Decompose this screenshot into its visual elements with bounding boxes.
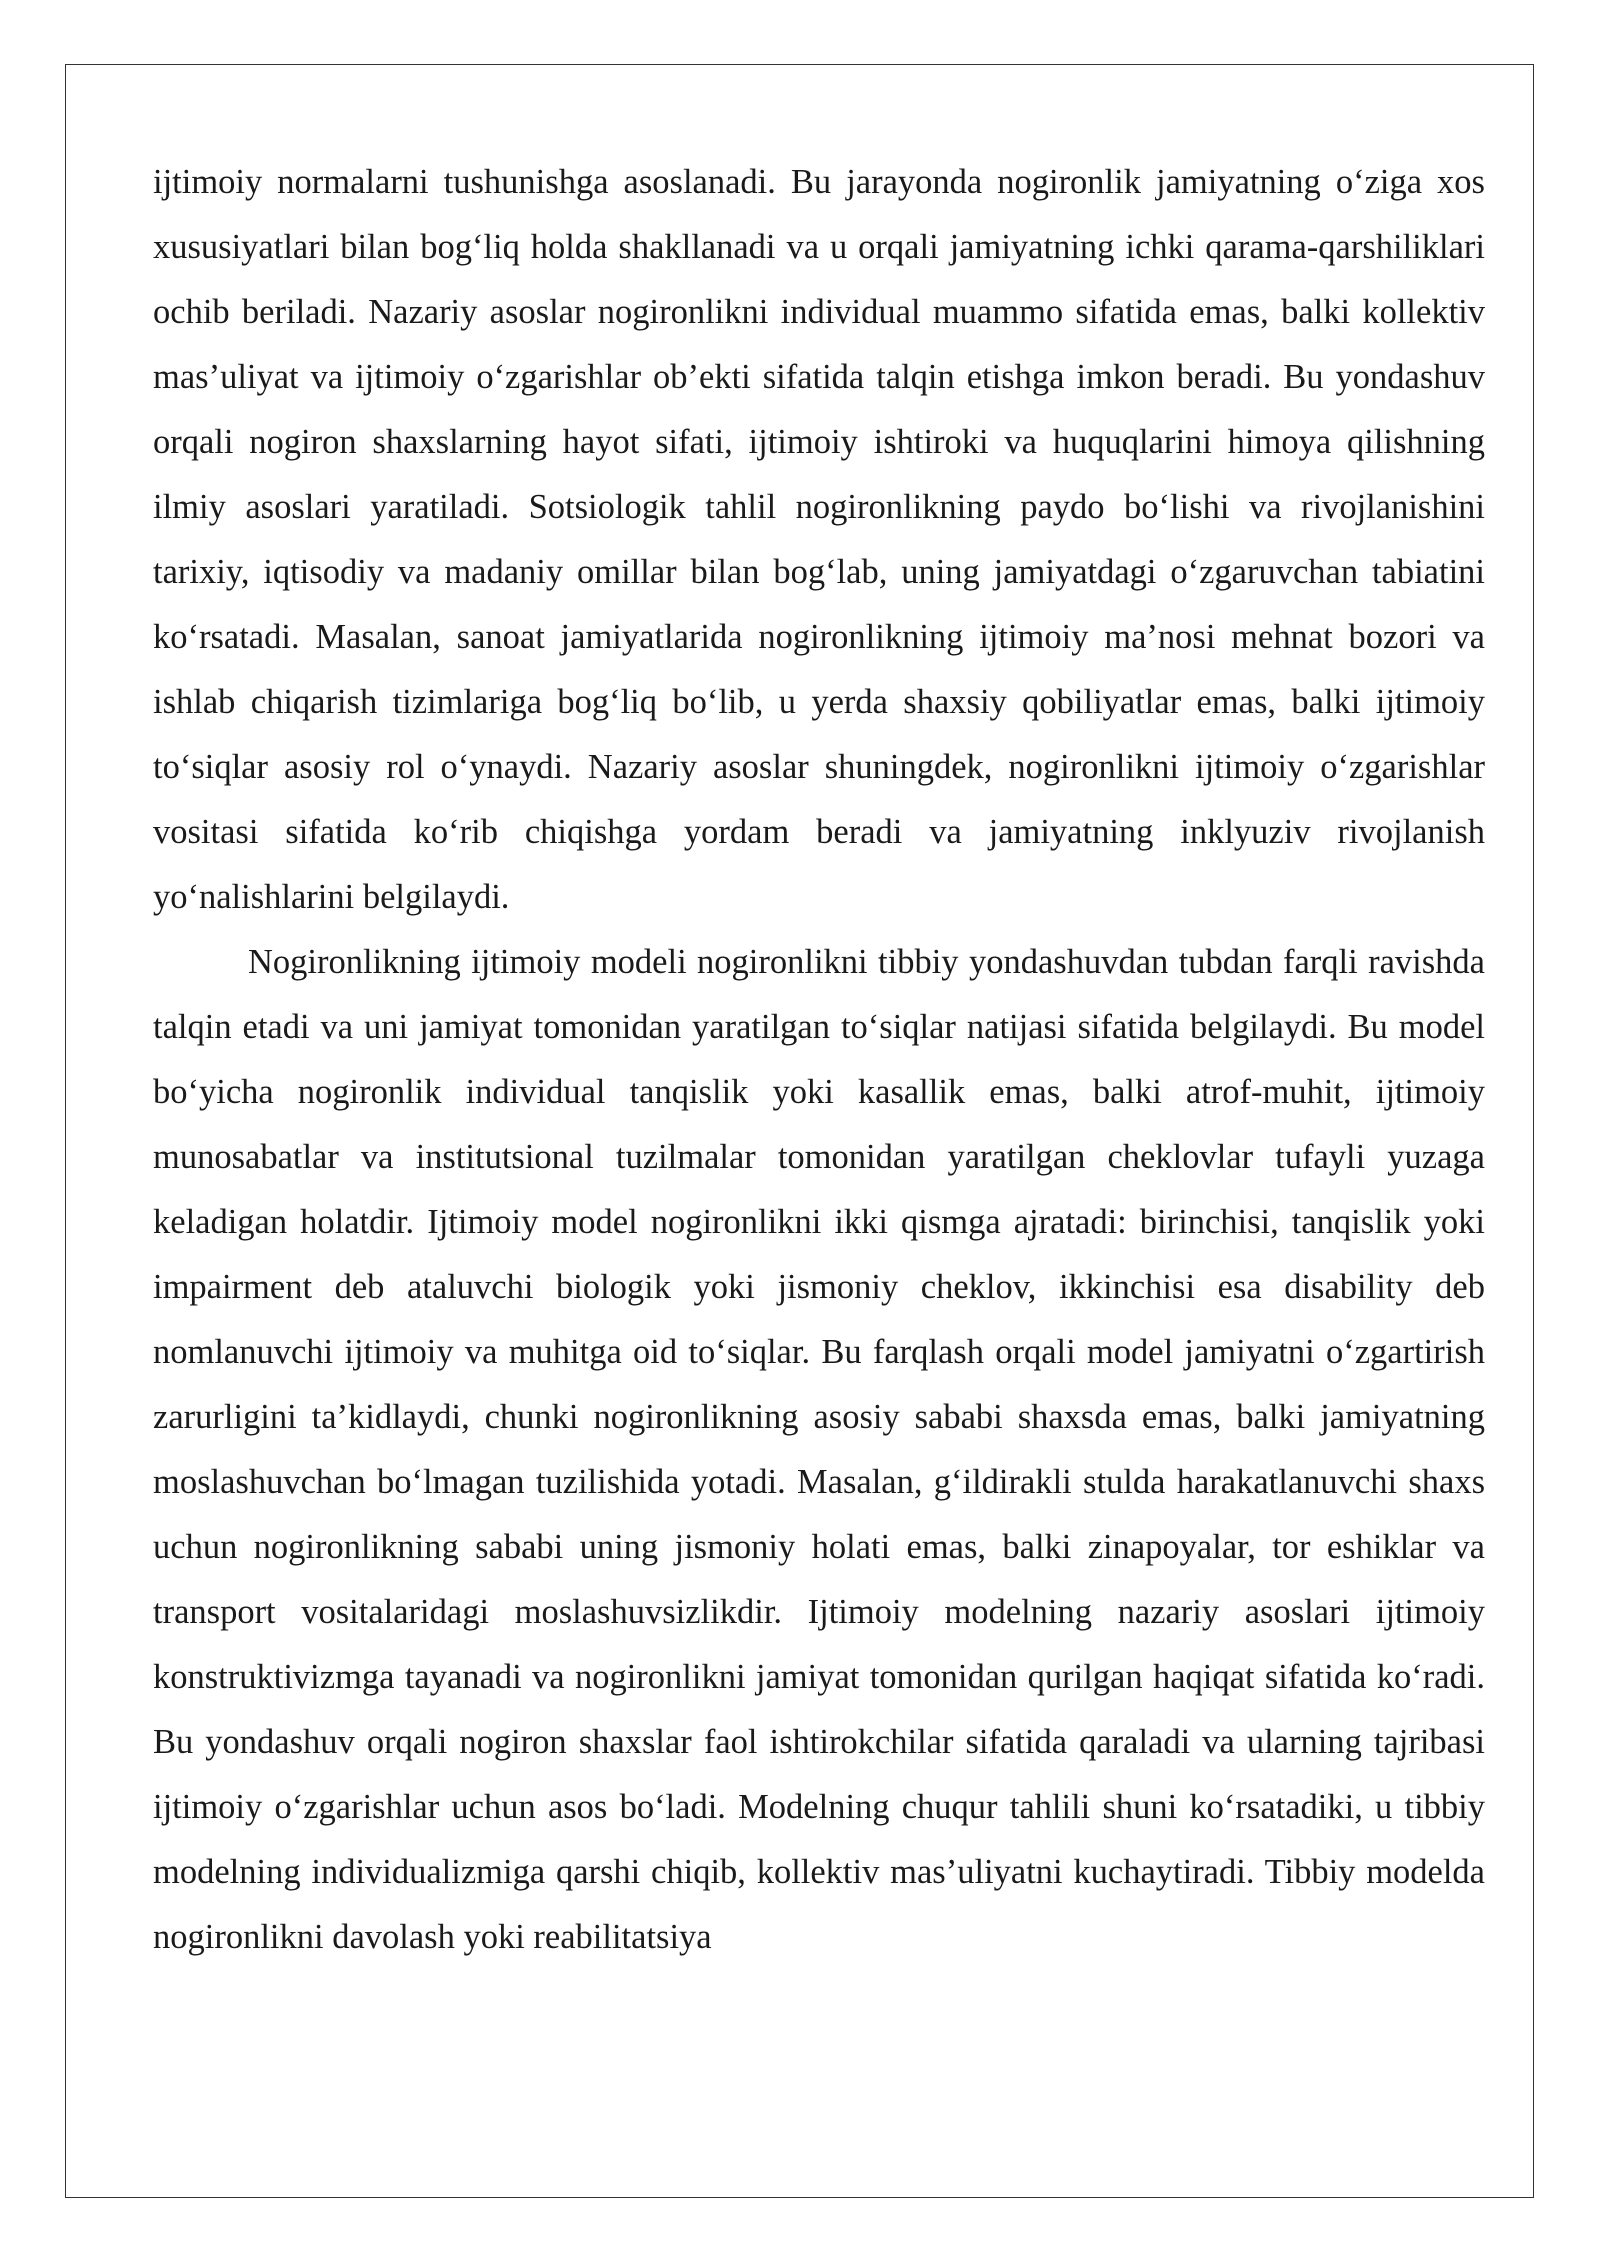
paragraph-1: ijtimoiy normalarni tushunishga asoslanadi. Bu jarayonda nogironlik jamiyatning o‘ziga xos xususiyatlari bilan bog‘liq holda shakllanadi va u orqali jamiyatning ichki qarama-qarshiliklari ochib beriladi. Nazariy asoslar nogironlikni individual muammo sifatida emas, balki kollektiv mas’uliyat va ijtimoiy o‘zgarishlar ob’ekti sifatida talqin etishga imkon beradi. Bu yondashuv orqali nogiron shaxslarning hayot sifati, ijtimoiy ishtiroki va huquqlarini himoya qilishning ilmiy asoslari yaratiladi. Sotsiologik tahlil nogironlikning paydo bo‘lishi va rivojlanishini tarixiy, iqtisodiy va madaniy omillar bilan bog‘lab, uning jamiyatdagi o‘zgaruvchan tabiatini ko‘rsatadi. Masalan, sanoat jamiyatlarida nogironlikning ijtimoiy ma’nosi mehnat bozori va ishlab chiqarish tizimlariga bog‘liq bo‘lib, u yerda shaxsiy qobiliyatlar emas, balki ijtimoiy to‘siqlar asosiy rol o‘ynaydi. Nazariy asoslar shuningdek, nogironlikni ijtimoiy o‘zgarishlar vositasi sifatida ko‘rib chiqishga yordam beradi va jamiyatning inklyuziv rivojlanish yo‘nalishlarini belgilaydi. — [153, 163, 1485, 916]
paragraph-2: Nogironlikning ijtimoiy modeli nogironlikni tibbiy yondashuvdan tubdan farqli ravishda talqin etadi va uni jamiyat tomonidan yaratilgan to‘siqlar natijasi sifatida belgilaydi. Bu model bo‘yicha nogironlik individual tanqislik yoki kasallik emas, balki atrof-muhit, ijtimoiy munosabatlar va institutsional tuzilmalar tomonidan yaratilgan cheklovlar tufayli yuzaga keladigan holatdir. Ijtimoiy model nogironlikni ikki qismga ajratadi: birinchisi, tanqislik yoki impairment deb ataluvchi biologik yoki jismoniy cheklov, ikkinchisi esa disability deb nomlanuvchi ijtimoiy va muhitga oid to‘siqlar. Bu farqlash orqali model jamiyatni o‘zgartirish zarurligini ta’kidlaydi, chunki nogironlikning asosiy sababi shaxsda emas, balki jamiyatning moslashuvchan bo‘lmagan tuzilishida yotadi. Masalan, g‘ildirakli stulda harakatlanuvchi shaxs uchun nogironlikning sababi uning jismoniy holati emas, balki zinapoyalar, tor eshiklar va transport vositalaridagi moslashuvsizlikdir. Ijtimoiy modelning nazariy asoslari ijtimoiy konstruktivizmga tayanadi va nogironlikni jamiyat tomonidan qurilgan haqiqat sifatida ko‘radi. Bu yondashuv orqali nogiron shaxslar faol ishtirokchilar sifatida qaraladi va ularning tajribasi ijtimoiy o‘zgarishlar uchun asos bo‘ladi. Modelning chuqur tahlili shuni ko‘rsatadiki, u tibbiy modelning individualizmiga qarshi chiqib, kollektiv mas’uliyatni kuchaytiradi. Tibbiy modelda nogironlikni davolash yoki reabilitatsiya — [153, 943, 1485, 1956]
document-body — [153, 150, 1485, 1970]
